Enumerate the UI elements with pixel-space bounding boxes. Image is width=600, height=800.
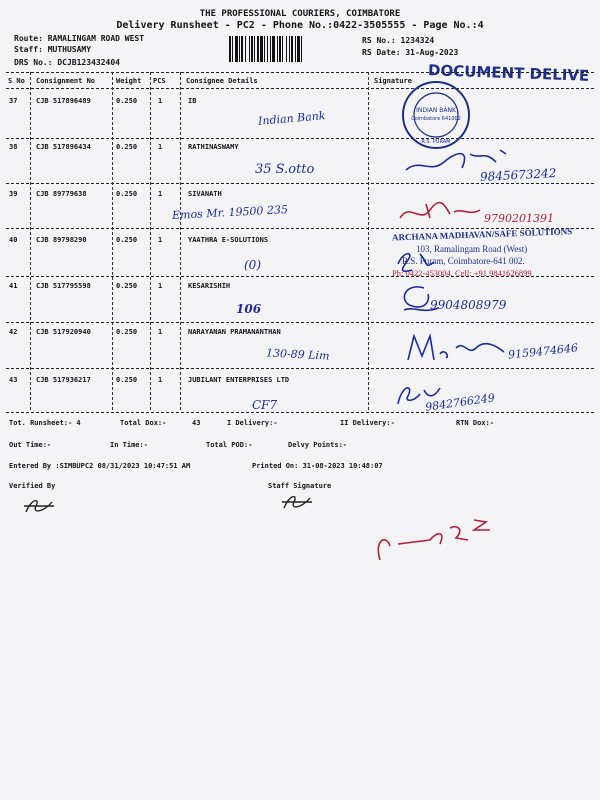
signature-row-39 bbox=[396, 198, 496, 228]
company-name: THE PROFESSIONAL COURIERS, COIMBATORE bbox=[199, 9, 401, 19]
row-pcs: 1 bbox=[158, 282, 163, 290]
signature-row-38 bbox=[400, 140, 520, 180]
row-consignee: JUBILANT ENTERPRISES LTD bbox=[188, 376, 290, 384]
row-sno: 39 bbox=[9, 190, 18, 198]
runsheet-title: Delivery Runsheet - PC2 - Phone No.:0422-3505555 - Page No.:4 bbox=[116, 20, 484, 31]
row-consignee: KESARISHIH bbox=[188, 282, 231, 290]
signature-row-42 bbox=[404, 330, 514, 366]
company-stamp-address2: R.S. Puram, Coimbatore-641 002. bbox=[402, 256, 525, 266]
in-time-label: In Time:- bbox=[110, 441, 148, 449]
rs-date: RS Date: 31-Aug-2023 bbox=[362, 48, 459, 57]
row-sno: 40 bbox=[9, 236, 18, 244]
verified-by-signature bbox=[22, 494, 58, 516]
total-dox-value: 43 bbox=[192, 419, 201, 427]
row-sno: 42 bbox=[9, 328, 18, 336]
row-consignment: CJB 89798290 bbox=[36, 236, 87, 244]
handwritten-note: 35 S.otto bbox=[255, 162, 315, 177]
company-stamp-address1: 103, Ramalingam Road (West) bbox=[416, 244, 528, 254]
bank-seal-branch: R.S. PURAM bbox=[421, 139, 451, 145]
handwritten-note: 106 bbox=[236, 302, 262, 316]
printed-on: Printed On: 31-08-2023 10:48:07 bbox=[252, 462, 383, 470]
company-stamp-phone: Ph: 0422-453004. Cell: +91 9841626899 bbox=[392, 268, 532, 278]
route-label: Route: RAMALINGAM ROAD WEST bbox=[14, 34, 145, 43]
row-consignment: CJB 517936217 bbox=[36, 376, 91, 384]
col-pcs-header: PCS bbox=[153, 77, 166, 85]
staff-label: Staff: MUTHUSAMY bbox=[14, 45, 92, 54]
row-weight: 0.250 bbox=[116, 190, 138, 198]
row-sno: 37 bbox=[9, 97, 18, 105]
row-weight: 0.250 bbox=[116, 328, 138, 336]
col-consignment-header: Consignment No bbox=[36, 77, 96, 85]
rtn-dox-label: RTN Dox:- bbox=[456, 419, 494, 427]
handwritten-note: (0) bbox=[244, 258, 261, 272]
drs-number: DRS No.: DCJB123432404 bbox=[14, 58, 120, 67]
bank-seal-name: INDIAN BANK bbox=[416, 107, 456, 114]
row-consignment: CJB 517896434 bbox=[36, 143, 91, 151]
company-stamp-name: ARCHANA MADHAVAN/SAFE SOLUTIONS bbox=[391, 226, 573, 243]
col-signature-header: Signature bbox=[374, 77, 412, 85]
row-sno: 43 bbox=[9, 376, 18, 384]
row-sno: 41 bbox=[9, 282, 18, 290]
row-weight: 0.250 bbox=[116, 376, 138, 384]
handwritten-note: Emos Mr. 19500 235 bbox=[171, 202, 289, 223]
total-runsheet: Tot. Runsheet:- 4 bbox=[9, 419, 81, 427]
bank-seal-city: Coimbatore 641002 bbox=[411, 116, 461, 122]
handwritten-phone: 9790201391 bbox=[484, 212, 554, 225]
row-pcs: 1 bbox=[158, 97, 163, 105]
signature-row-40 bbox=[394, 246, 454, 276]
row-pcs: 1 bbox=[158, 328, 163, 336]
row-weight: 0.250 bbox=[116, 97, 138, 105]
row-pcs: 1 bbox=[158, 190, 163, 198]
row-consignee: NARAYANAN PRAMANANTHAN bbox=[188, 328, 281, 336]
out-time-label: Out Time:- bbox=[9, 441, 52, 449]
staff-signature-label: Staff Signature bbox=[268, 482, 332, 490]
handwritten-note: CF7 bbox=[252, 398, 278, 412]
row-consignment: CJB 89779638 bbox=[36, 190, 87, 198]
total-dox-label: Total Dox:- bbox=[120, 419, 167, 427]
ii-delivery-label: II Delivery:- bbox=[340, 419, 395, 427]
entered-by: Entered By :SIMBUPC2 08/31/2023 10:47:51 AM bbox=[9, 462, 191, 470]
handwritten-phone: 9845673242 bbox=[479, 166, 557, 184]
row-consignee: IB bbox=[188, 97, 197, 105]
delivery-points-label: Delvy Points:- bbox=[288, 441, 348, 449]
col-weight-header: Weight bbox=[116, 77, 142, 85]
handwritten-phone: 9159474646 bbox=[507, 341, 579, 362]
barcode bbox=[229, 36, 355, 64]
row-sno: 38 bbox=[9, 143, 18, 151]
row-consignee: YAATHRA E-SOLUTIONS bbox=[188, 236, 269, 244]
row-consignee: RATHINASWAMY bbox=[188, 143, 239, 151]
handwritten-note: 130-89 Lim bbox=[265, 346, 330, 363]
rs-number: RS No.: 1234324 bbox=[362, 36, 435, 45]
signature-row-41 bbox=[394, 280, 444, 316]
verified-by-label: Verified By bbox=[9, 482, 56, 490]
document-delivered-stamp: DOCUMENT DELIVE bbox=[427, 61, 590, 85]
row-weight: 0.250 bbox=[116, 143, 138, 151]
row-consignment: CJB 517795598 bbox=[36, 282, 91, 290]
signature-row-43 bbox=[394, 380, 444, 410]
col-consignee-header: Consignee Details bbox=[186, 77, 258, 85]
col-sno-header: S No bbox=[8, 77, 25, 85]
row-pcs: 1 bbox=[158, 236, 163, 244]
handwritten-note: Indian Bank bbox=[257, 109, 326, 128]
i-delivery-label: I Delivery:- bbox=[227, 419, 278, 427]
row-weight: 0.250 bbox=[116, 282, 138, 290]
handwritten-phone: 9842766249 bbox=[424, 391, 496, 414]
row-consignment: CJB 517920940 bbox=[36, 328, 91, 336]
row-consignee: SIVANATH bbox=[188, 190, 222, 198]
red-scribble-signature bbox=[370, 510, 500, 570]
row-weight: 0.250 bbox=[116, 236, 138, 244]
row-pcs: 1 bbox=[158, 376, 163, 384]
row-pcs: 1 bbox=[158, 143, 163, 151]
staff-signature-mark bbox=[280, 490, 316, 512]
handwritten-phone: 9904808979 bbox=[430, 298, 507, 312]
total-pod-label: Total POD:- bbox=[206, 441, 253, 449]
row-consignment: CJB 517896489 bbox=[36, 97, 91, 105]
